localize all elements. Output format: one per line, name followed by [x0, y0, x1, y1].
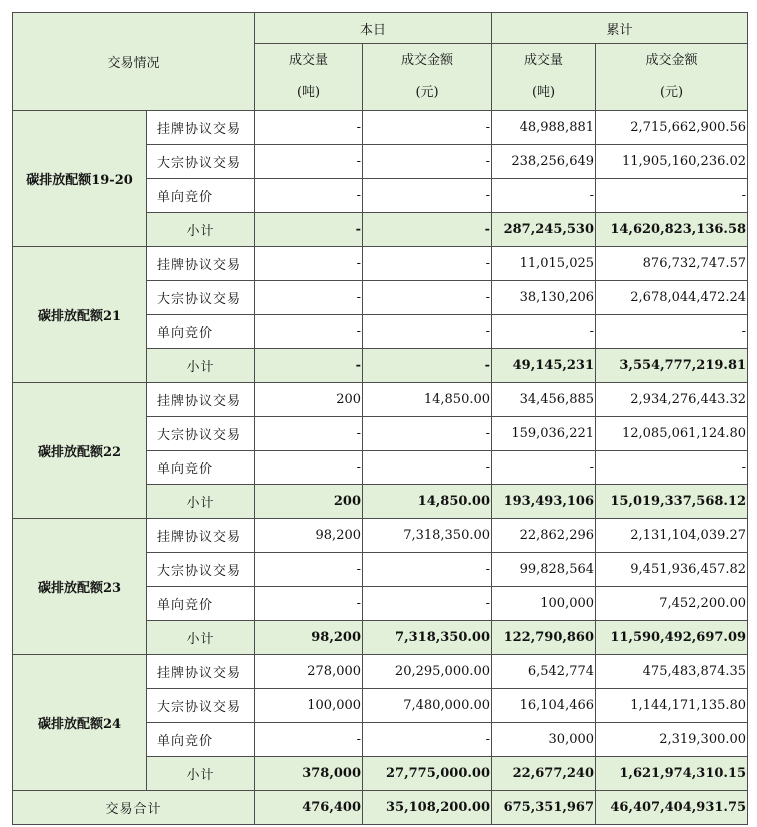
- subtotal-label: 小计: [147, 349, 255, 383]
- group-name-cell: 碳排放配额23: [13, 519, 147, 655]
- table-row: [13, 655, 748, 689]
- cum-volume-cell: -: [492, 179, 596, 213]
- trade-method-cell: 挂牌协议交易: [147, 247, 255, 281]
- today-volume-cell: -: [255, 179, 363, 213]
- subtotal-today-volume-cell: -: [255, 213, 363, 247]
- trade-method-cell: 挂牌协议交易: [147, 383, 255, 417]
- cum-amount-cell: 2,934,276,443.32: [596, 383, 748, 417]
- today-volume-cell: 200: [255, 383, 363, 417]
- cum-volume-cell: 11,015,025: [492, 247, 596, 281]
- total-cum-amount: 46,407,404,931.75: [596, 791, 748, 825]
- subtotal-cum-volume-cell: 122,790,860: [492, 621, 596, 655]
- trade-method-cell: 单向竞价: [147, 723, 255, 757]
- today-amount-cell: -: [363, 179, 492, 213]
- subtotal-cum-amount-cell: 11,590,492,697.09: [596, 621, 748, 655]
- group-name-cell: 碳排放配额21: [13, 247, 147, 383]
- table-row: [13, 111, 748, 145]
- today-amount-cell: -: [363, 247, 492, 281]
- trade-method-cell: 大宗协议交易: [147, 689, 255, 723]
- total-today-amount: 35,108,200.00: [363, 791, 492, 825]
- subtotal-label: 小计: [147, 213, 255, 247]
- cum-volume-cell: 38,130,206: [492, 281, 596, 315]
- cum-volume-cell: 16,104,466: [492, 689, 596, 723]
- subtotal-cum-volume-cell: 49,145,231: [492, 349, 596, 383]
- subtotal-cum-amount-cell: 1,621,974,310.15: [596, 757, 748, 791]
- trade-type-header: 交易情况: [13, 13, 255, 111]
- group-name-cell: 碳排放配额22: [13, 383, 147, 519]
- cum-amount-cell: 9,451,936,457.82: [596, 553, 748, 587]
- subtotal-cum-amount-cell: 14,620,823,136.58: [596, 213, 748, 247]
- today-amount-cell: 7,318,350.00: [363, 519, 492, 553]
- cum-volume-cell: 30,000: [492, 723, 596, 757]
- today-volume-cell: -: [255, 315, 363, 349]
- today-header: 本日: [255, 13, 492, 44]
- trade-method-cell: 大宗协议交易: [147, 417, 255, 451]
- today-volume-cell: 278,000: [255, 655, 363, 689]
- cum-amount-cell: 475,483,874.35: [596, 655, 748, 689]
- trade-method-cell: 挂牌协议交易: [147, 655, 255, 689]
- subtotal-cum-volume-cell: 193,493,106: [492, 485, 596, 519]
- today-volume-header: [255, 44, 363, 111]
- total-row: [13, 791, 748, 825]
- total-label: 交易合计: [13, 791, 255, 825]
- subtotal-today-volume-cell: -: [255, 349, 363, 383]
- cum-amount-cell: 7,452,200.00: [596, 587, 748, 621]
- today-amount-cell: 14,850.00: [363, 383, 492, 417]
- cum-volume-cell: 100,000: [492, 587, 596, 621]
- cum-amount-cell: 2,131,104,039.27: [596, 519, 748, 553]
- trade-method-cell: 单向竞价: [147, 315, 255, 349]
- today-amount-cell: -: [363, 587, 492, 621]
- cum-volume-unit: (吨): [531, 85, 556, 100]
- cum-volume-cell: 238,256,649: [492, 145, 596, 179]
- table-row: [13, 519, 748, 553]
- cum-amount-cell: 2,715,662,900.56: [596, 111, 748, 145]
- subtotal-cum-amount-cell: 15,019,337,568.12: [596, 485, 748, 519]
- cum-amount-cell: 876,732,747.57: [596, 247, 748, 281]
- subtotal-cum-amount-cell: 3,554,777,219.81: [596, 349, 748, 383]
- cum-volume-label: 成交量: [524, 53, 564, 68]
- table-header: [13, 13, 748, 111]
- trade-method-cell: 大宗协议交易: [147, 553, 255, 587]
- cum-volume-cell: 6,542,774: [492, 655, 596, 689]
- today-volume-cell: -: [255, 723, 363, 757]
- today-volume-cell: -: [255, 145, 363, 179]
- today-amount-cell: -: [363, 553, 492, 587]
- trade-method-cell: 挂牌协议交易: [147, 519, 255, 553]
- today-volume-cell: -: [255, 587, 363, 621]
- trade-summary-table: [12, 12, 748, 825]
- today-amount-cell: -: [363, 315, 492, 349]
- cum-amount-unit: (元): [659, 85, 684, 100]
- subtotal-label: 小计: [147, 485, 255, 519]
- subtotal-today-volume-cell: 378,000: [255, 757, 363, 791]
- cum-volume-header: [492, 44, 596, 111]
- today-volume-cell: -: [255, 451, 363, 485]
- today-volume-cell: -: [255, 553, 363, 587]
- trade-method-cell: 大宗协议交易: [147, 145, 255, 179]
- today-amount-cell: 20,295,000.00: [363, 655, 492, 689]
- today-amount-cell: -: [363, 281, 492, 315]
- today-amount-cell: -: [363, 145, 492, 179]
- cum-amount-cell: -: [596, 451, 748, 485]
- subtotal-label: 小计: [147, 621, 255, 655]
- total-cum-volume: 675,351,967: [492, 791, 596, 825]
- subtotal-today-amount-cell: -: [363, 349, 492, 383]
- today-amount-unit: (元): [415, 85, 439, 100]
- cum-volume-cell: 48,988,881: [492, 111, 596, 145]
- total-today-volume: 476,400: [255, 791, 363, 825]
- trade-method-cell: 单向竞价: [147, 451, 255, 485]
- cum-amount-label: 成交金额: [645, 53, 698, 68]
- cum-amount-cell: 2,678,044,472.24: [596, 281, 748, 315]
- cum-amount-cell: -: [596, 315, 748, 349]
- cum-amount-cell: -: [596, 179, 748, 213]
- cumulative-header: 累计: [492, 13, 748, 44]
- trade-method-cell: 单向竞价: [147, 179, 255, 213]
- table-row: [13, 383, 748, 417]
- today-amount-cell: 7,480,000.00: [363, 689, 492, 723]
- today-amount-cell: -: [363, 111, 492, 145]
- trade-method-cell: 单向竞价: [147, 587, 255, 621]
- subtotal-cum-volume-cell: 287,245,530: [492, 213, 596, 247]
- subtotal-today-amount-cell: 27,775,000.00: [363, 757, 492, 791]
- cum-amount-cell: 2,319,300.00: [596, 723, 748, 757]
- today-volume-cell: -: [255, 111, 363, 145]
- subtotal-today-volume-cell: 200: [255, 485, 363, 519]
- cum-volume-cell: 34,456,885: [492, 383, 596, 417]
- cum-amount-cell: 11,905,160,236.02: [596, 145, 748, 179]
- today-volume-cell: -: [255, 281, 363, 315]
- cum-amount-cell: 1,144,171,135.80: [596, 689, 748, 723]
- subtotal-today-volume-cell: 98,200: [255, 621, 363, 655]
- cum-amount-header: [596, 44, 748, 111]
- cum-volume-cell: 159,036,221: [492, 417, 596, 451]
- today-volume-cell: -: [255, 417, 363, 451]
- today-amount-cell: -: [363, 417, 492, 451]
- today-volume-unit: (吨): [296, 85, 321, 100]
- cum-volume-cell: -: [492, 451, 596, 485]
- cum-amount-cell: 12,085,061,124.80: [596, 417, 748, 451]
- cum-volume-cell: 22,862,296: [492, 519, 596, 553]
- subtotal-today-amount-cell: -: [363, 213, 492, 247]
- table-row: [13, 247, 748, 281]
- today-amount-cell: -: [363, 723, 492, 757]
- today-volume-cell: 100,000: [255, 689, 363, 723]
- today-volume-cell: -: [255, 247, 363, 281]
- cum-volume-cell: -: [492, 315, 596, 349]
- subtotal-cum-volume-cell: 22,677,240: [492, 757, 596, 791]
- today-amount-label: 成交金额: [401, 53, 454, 68]
- table-body: [13, 111, 748, 791]
- table-footer: [13, 791, 748, 825]
- trade-method-cell: 大宗协议交易: [147, 281, 255, 315]
- subtotal-today-amount-cell: 7,318,350.00: [363, 621, 492, 655]
- group-name-cell: 碳排放配额19-20: [13, 111, 147, 247]
- subtotal-today-amount-cell: 14,850.00: [363, 485, 492, 519]
- cum-volume-cell: 99,828,564: [492, 553, 596, 587]
- subtotal-label: 小计: [147, 757, 255, 791]
- today-amount-cell: -: [363, 451, 492, 485]
- today-volume-cell: 98,200: [255, 519, 363, 553]
- group-name-cell: 碳排放配额24: [13, 655, 147, 791]
- trade-method-cell: 挂牌协议交易: [147, 111, 255, 145]
- today-volume-label: 成交量: [289, 53, 329, 68]
- today-amount-header: [363, 44, 492, 111]
- trade-summary-container: [12, 12, 748, 825]
